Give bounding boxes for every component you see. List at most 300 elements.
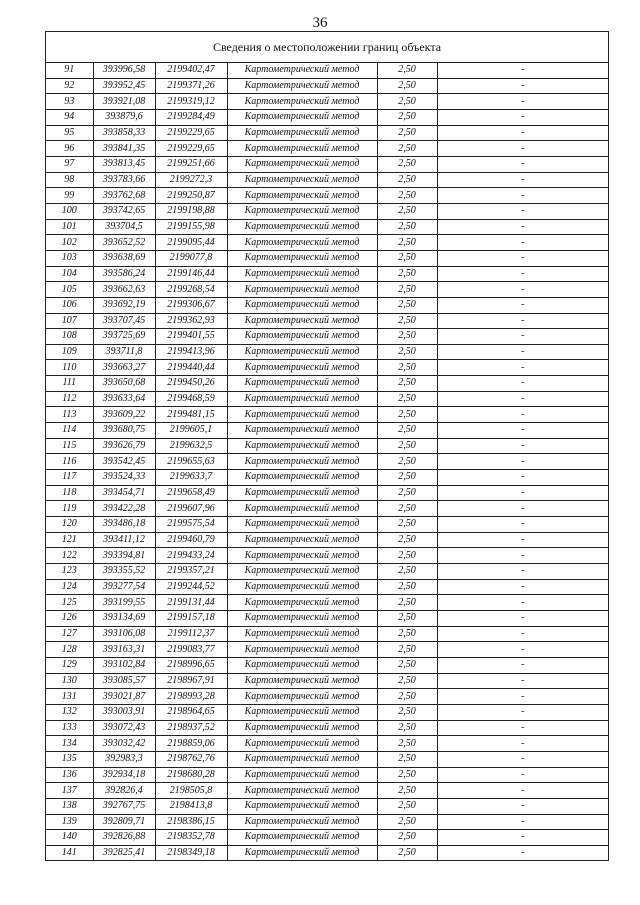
table-row [46,720,608,736]
method-cell: Картометрический метод [227,219,377,235]
x-coordinate-cell: 393783,66 [93,172,155,188]
table-row [46,63,608,78]
table-row [46,282,608,298]
method-cell: Картометрический метод [227,438,377,454]
x-coordinate-cell: 393032,42 [93,736,155,752]
method-cell: Картометрический метод [227,329,377,345]
table-row [46,125,608,141]
accuracy-cell: 2,50 [377,517,437,533]
y-coordinate-cell: 2199112,37 [155,626,227,642]
x-coordinate-cell: 393199,55 [93,595,155,611]
point-number-cell: 137 [46,783,93,799]
accuracy-cell: 2,50 [377,579,437,595]
x-coordinate-cell: 393422,28 [93,501,155,517]
table-row [46,814,608,830]
point-number-cell: 111 [46,376,93,392]
y-coordinate-cell: 2198680,28 [155,767,227,783]
point-number-cell: 105 [46,282,93,298]
point-number-cell: 138 [46,798,93,814]
description-cell: - [437,673,608,689]
point-number-cell: 122 [46,548,93,564]
point-number-cell: 135 [46,751,93,767]
x-coordinate-cell: 393542,45 [93,454,155,470]
accuracy-cell: 2,50 [377,673,437,689]
table-row [46,266,608,282]
point-number-cell: 139 [46,814,93,830]
point-number-cell: 108 [46,329,93,345]
y-coordinate-cell: 2199401,55 [155,329,227,345]
table-row [46,798,608,814]
method-cell: Картометрический метод [227,266,377,282]
description-cell: - [437,595,608,611]
point-number-cell: 103 [46,250,93,266]
point-number-cell: 93 [46,94,93,110]
method-cell: Картометрический метод [227,125,377,141]
table-row [46,689,608,705]
accuracy-cell: 2,50 [377,845,437,860]
description-cell: - [437,219,608,235]
table-row [46,172,608,188]
accuracy-cell: 2,50 [377,532,437,548]
description-cell: - [437,188,608,204]
description-cell: - [437,532,608,548]
table-row [46,313,608,329]
table-row [46,203,608,219]
accuracy-cell: 2,50 [377,266,437,282]
description-cell: - [437,720,608,736]
point-number-cell: 114 [46,423,93,439]
accuracy-cell: 2,50 [377,751,437,767]
point-number-cell: 96 [46,141,93,157]
x-coordinate-cell: 393072,43 [93,720,155,736]
x-coordinate-cell: 393486,18 [93,517,155,533]
description-cell: - [437,266,608,282]
accuracy-cell: 2,50 [377,798,437,814]
x-coordinate-cell: 393725,69 [93,329,155,345]
method-cell: Картометрический метод [227,657,377,673]
x-coordinate-cell: 393952,45 [93,78,155,94]
x-coordinate-cell: 393454,71 [93,485,155,501]
y-coordinate-cell: 2199658,49 [155,485,227,501]
method-cell: Картометрический метод [227,595,377,611]
accuracy-cell: 2,50 [377,626,437,642]
y-coordinate-cell: 2199402,47 [155,63,227,78]
y-coordinate-cell: 2199371,26 [155,78,227,94]
x-coordinate-cell: 393692,19 [93,297,155,313]
point-number-cell: 132 [46,704,93,720]
y-coordinate-cell: 2199155,98 [155,219,227,235]
method-cell: Картометрический метод [227,470,377,486]
x-coordinate-cell: 393355,52 [93,564,155,580]
point-number-cell: 113 [46,407,93,423]
table-row [46,407,608,423]
point-number-cell: 134 [46,736,93,752]
method-cell: Картометрический метод [227,78,377,94]
description-cell: - [437,736,608,752]
point-number-cell: 92 [46,78,93,94]
accuracy-cell: 2,50 [377,501,437,517]
point-number-cell: 115 [46,438,93,454]
point-number-cell: 98 [46,172,93,188]
y-coordinate-cell: 2199244,52 [155,579,227,595]
table-row [46,767,608,783]
method-cell: Картометрический метод [227,736,377,752]
accuracy-cell: 2,50 [377,63,437,78]
description-cell: - [437,203,608,219]
x-coordinate-cell: 393858,33 [93,125,155,141]
x-coordinate-cell: 393879,6 [93,109,155,125]
accuracy-cell: 2,50 [377,610,437,626]
description-cell: - [437,783,608,799]
x-coordinate-cell: 393633,64 [93,391,155,407]
x-coordinate-cell: 393996,58 [93,63,155,78]
point-number-cell: 95 [46,125,93,141]
table-row [46,673,608,689]
method-cell: Картометрический метод [227,517,377,533]
point-number-cell: 128 [46,642,93,658]
description-cell: - [437,156,608,172]
description-cell: - [437,109,608,125]
x-coordinate-cell: 393742,65 [93,203,155,219]
table-row [46,188,608,204]
boundary-table-container [45,31,609,861]
accuracy-cell: 2,50 [377,376,437,392]
table-row [46,517,608,533]
y-coordinate-cell: 2199362,93 [155,313,227,329]
y-coordinate-cell: 2198964,65 [155,704,227,720]
point-number-cell: 126 [46,610,93,626]
description-cell: - [437,282,608,298]
table-row [46,235,608,251]
description-cell: - [437,657,608,673]
description-cell: - [437,564,608,580]
description-cell: - [437,438,608,454]
x-coordinate-cell: 393638,69 [93,250,155,266]
method-cell: Картометрический метод [227,141,377,157]
method-cell: Картометрический метод [227,391,377,407]
accuracy-cell: 2,50 [377,250,437,266]
description-cell: - [437,94,608,110]
accuracy-cell: 2,50 [377,704,437,720]
table-row [46,141,608,157]
x-coordinate-cell: 392826,4 [93,783,155,799]
description-cell: - [437,423,608,439]
point-number-cell: 127 [46,626,93,642]
accuracy-cell: 2,50 [377,109,437,125]
y-coordinate-cell: 2198413,8 [155,798,227,814]
accuracy-cell: 2,50 [377,470,437,486]
method-cell: Картометрический метод [227,360,377,376]
point-number-cell: 121 [46,532,93,548]
description-cell: - [437,360,608,376]
description-cell: - [437,376,608,392]
y-coordinate-cell: 2198967,91 [155,673,227,689]
table-row [46,376,608,392]
x-coordinate-cell: 393102,84 [93,657,155,673]
point-number-cell: 109 [46,344,93,360]
table-row [46,109,608,125]
method-cell: Картометрический метод [227,297,377,313]
x-coordinate-cell: 393134,69 [93,610,155,626]
method-cell: Картометрический метод [227,673,377,689]
method-cell: Картометрический метод [227,235,377,251]
point-number-cell: 130 [46,673,93,689]
table-row [46,219,608,235]
point-number-cell: 131 [46,689,93,705]
accuracy-cell: 2,50 [377,391,437,407]
description-cell: - [437,329,608,345]
table-title: Сведения о местоположении границ объекта [46,32,608,63]
x-coordinate-cell: 393163,31 [93,642,155,658]
method-cell: Картометрический метод [227,704,377,720]
method-cell: Картометрический метод [227,548,377,564]
y-coordinate-cell: 2199077,8 [155,250,227,266]
method-cell: Картометрический метод [227,94,377,110]
table-row [46,626,608,642]
accuracy-cell: 2,50 [377,344,437,360]
description-cell: - [437,642,608,658]
y-coordinate-cell: 2199357,21 [155,564,227,580]
x-coordinate-cell: 393680,75 [93,423,155,439]
x-coordinate-cell: 393626,79 [93,438,155,454]
point-number-cell: 99 [46,188,93,204]
method-cell: Картометрический метод [227,344,377,360]
x-coordinate-cell: 393609,22 [93,407,155,423]
x-coordinate-cell: 393524,33 [93,470,155,486]
x-coordinate-cell: 393085,57 [93,673,155,689]
table-row [46,704,608,720]
accuracy-cell: 2,50 [377,156,437,172]
description-cell: - [437,767,608,783]
point-number-cell: 141 [46,845,93,860]
method-cell: Картометрический метод [227,626,377,642]
x-coordinate-cell: 393277,54 [93,579,155,595]
accuracy-cell: 2,50 [377,125,437,141]
point-number-cell: 91 [46,63,93,78]
accuracy-cell: 2,50 [377,94,437,110]
point-number-cell: 107 [46,313,93,329]
method-cell: Картометрический метод [227,845,377,860]
method-cell: Картометрический метод [227,689,377,705]
table-row [46,485,608,501]
table-row [46,78,608,94]
y-coordinate-cell: 2199468,59 [155,391,227,407]
description-cell: - [437,63,608,78]
description-cell: - [437,626,608,642]
method-cell: Картометрический метод [227,250,377,266]
description-cell: - [437,751,608,767]
x-coordinate-cell: 392825,41 [93,845,155,860]
accuracy-cell: 2,50 [377,407,437,423]
method-cell: Картометрический метод [227,282,377,298]
y-coordinate-cell: 2198352,78 [155,830,227,846]
table-row [46,642,608,658]
x-coordinate-cell: 393411,12 [93,532,155,548]
x-coordinate-cell: 393652,52 [93,235,155,251]
x-coordinate-cell: 392767,75 [93,798,155,814]
x-coordinate-cell: 393921,08 [93,94,155,110]
point-number-cell: 101 [46,219,93,235]
method-cell: Картометрический метод [227,63,377,78]
description-cell: - [437,235,608,251]
y-coordinate-cell: 2199460,79 [155,532,227,548]
table-row [46,610,608,626]
accuracy-cell: 2,50 [377,689,437,705]
description-cell: - [437,689,608,705]
y-coordinate-cell: 2199229,65 [155,141,227,157]
accuracy-cell: 2,50 [377,188,437,204]
accuracy-cell: 2,50 [377,219,437,235]
table-row [46,297,608,313]
y-coordinate-cell: 2198386,15 [155,814,227,830]
table-row [46,783,608,799]
table-row [46,391,608,407]
y-coordinate-cell: 2198996,65 [155,657,227,673]
table-row [46,156,608,172]
method-cell: Картометрический метод [227,485,377,501]
accuracy-cell: 2,50 [377,141,437,157]
point-number-cell: 133 [46,720,93,736]
x-coordinate-cell: 393586,24 [93,266,155,282]
method-cell: Картометрический метод [227,501,377,517]
y-coordinate-cell: 2198349,18 [155,845,227,860]
method-cell: Картометрический метод [227,564,377,580]
accuracy-cell: 2,50 [377,720,437,736]
x-coordinate-cell: 393650,68 [93,376,155,392]
x-coordinate-cell: 393707,45 [93,313,155,329]
description-cell: - [437,548,608,564]
table-row [46,579,608,595]
accuracy-cell: 2,50 [377,235,437,251]
y-coordinate-cell: 2199655,63 [155,454,227,470]
accuracy-cell: 2,50 [377,595,437,611]
description-cell: - [437,501,608,517]
accuracy-cell: 2,50 [377,783,437,799]
point-number-cell: 140 [46,830,93,846]
description-cell: - [437,78,608,94]
method-cell: Картометрический метод [227,109,377,125]
accuracy-cell: 2,50 [377,282,437,298]
method-cell: Картометрический метод [227,798,377,814]
description-cell: - [437,141,608,157]
x-coordinate-cell: 393662,63 [93,282,155,298]
point-number-cell: 112 [46,391,93,407]
description-cell: - [521,847,525,859]
point-number-cell: 106 [46,297,93,313]
point-number-cell: 104 [46,266,93,282]
y-coordinate-cell: 2199131,44 [155,595,227,611]
y-coordinate-cell: 2199083,77 [155,642,227,658]
description-cell: - [437,704,608,720]
description-cell: - [437,313,608,329]
table-row [46,751,608,767]
method-cell: Картометрический метод [227,610,377,626]
table-row [46,94,608,110]
accuracy-cell: 2,50 [377,313,437,329]
method-cell: Картометрический метод [227,188,377,204]
point-number-cell: 118 [46,485,93,501]
y-coordinate-cell: 2199095,44 [155,235,227,251]
x-coordinate-cell: 393021,87 [93,689,155,705]
y-coordinate-cell: 2199268,54 [155,282,227,298]
page-number: 36 [312,15,328,31]
x-coordinate-cell: 393762,68 [93,188,155,204]
accuracy-cell: 2,50 [377,485,437,501]
accuracy-cell: 2,50 [377,423,437,439]
description-cell: - [437,579,608,595]
x-coordinate-cell: 393663,27 [93,360,155,376]
method-cell: Картометрический метод [227,783,377,799]
method-cell: Картометрический метод [227,830,377,846]
y-coordinate-cell: 2199607,96 [155,501,227,517]
point-number-cell: 110 [46,360,93,376]
method-cell: Картометрический метод [227,172,377,188]
x-coordinate-cell: 392826,88 [93,830,155,846]
point-number-cell: 124 [46,579,93,595]
method-cell: Картометрический метод [227,767,377,783]
y-coordinate-cell: 2199413,96 [155,344,227,360]
y-coordinate-cell: 2199575,54 [155,517,227,533]
point-number-cell: 116 [46,454,93,470]
point-number-cell: 119 [46,501,93,517]
method-cell: Картометрический метод [227,203,377,219]
y-coordinate-cell: 2199272,3 [155,172,227,188]
table-row [46,470,608,486]
x-coordinate-cell: 393841,35 [93,141,155,157]
description-cell: - [437,517,608,533]
accuracy-cell: 2,50 [377,642,437,658]
method-cell: Картометрический метод [227,313,377,329]
boundary-points-table [46,63,608,860]
description-cell: - [437,454,608,470]
accuracy-cell: 2,50 [377,767,437,783]
point-number-cell: 102 [46,235,93,251]
y-coordinate-cell: 2199433,24 [155,548,227,564]
y-coordinate-cell: 2199306,67 [155,297,227,313]
x-coordinate-cell: 393394,81 [93,548,155,564]
table-row [46,454,608,470]
description-cell: - [437,470,608,486]
y-coordinate-cell: 2199229,65 [155,125,227,141]
method-cell: Картометрический метод [227,751,377,767]
accuracy-cell: 2,50 [377,657,437,673]
y-coordinate-cell: 2198859,06 [155,736,227,752]
table-row [46,423,608,439]
accuracy-cell: 2,50 [377,814,437,830]
table-row [46,657,608,673]
point-number-cell: 117 [46,470,93,486]
x-coordinate-cell: 393704,5 [93,219,155,235]
accuracy-cell: 2,50 [377,564,437,580]
x-coordinate-cell: 393106,08 [93,626,155,642]
description-cell: - [437,830,608,846]
accuracy-cell: 2,50 [377,172,437,188]
accuracy-cell: 2,50 [377,329,437,345]
description-cell: - [437,485,608,501]
method-cell: Картометрический метод [227,642,377,658]
point-number-cell: 125 [46,595,93,611]
x-coordinate-cell: 393813,45 [93,156,155,172]
method-cell: Картометрический метод [227,579,377,595]
method-cell: Картометрический метод [227,532,377,548]
table-body [46,63,608,860]
table-row [46,438,608,454]
table-row [46,845,608,860]
table-row [46,564,608,580]
description-cell: - [437,344,608,360]
method-cell: Картометрический метод [227,376,377,392]
y-coordinate-cell: 2199146,44 [155,266,227,282]
